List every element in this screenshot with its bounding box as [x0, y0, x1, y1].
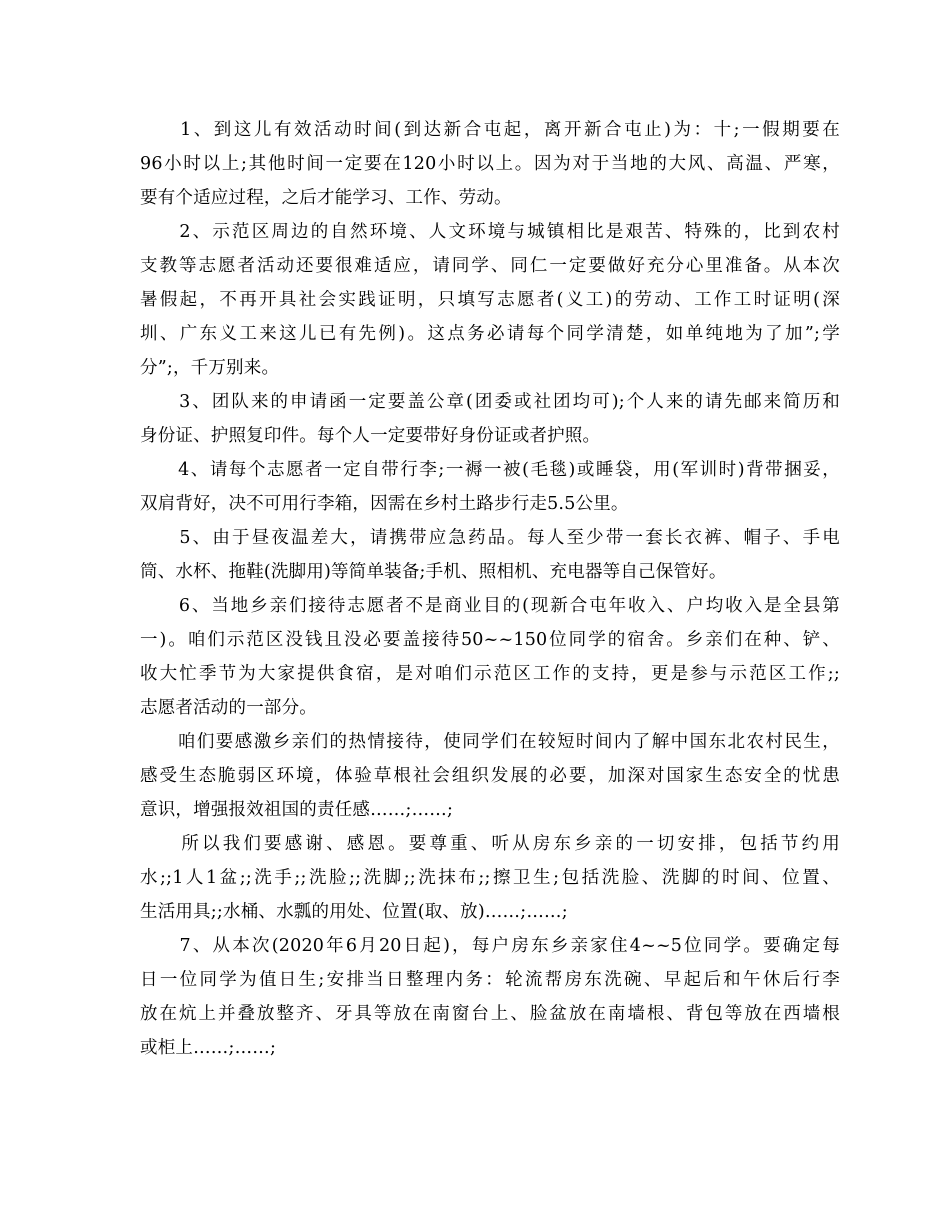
paragraph-thanks-rules	[140, 827, 840, 929]
text-line: 圳、广东义工来这儿已有先例)。这点务必请每个同学清楚，如单纯地为了加”;学	[140, 324, 840, 344]
text-line: 咱们要感激乡亲们的热情接待，使同学们在较短时间内了解中国东北农村民生，	[140, 732, 840, 752]
text-line: 身份证、护照复印件。每个人一定要带好身份证或者护照。	[140, 426, 601, 446]
paragraph-1-activity-time	[140, 113, 840, 215]
text-line: 生活用具;;水桶、水瓢的用处、位置(取、放)……;……;	[140, 902, 568, 922]
text-line: 要有个适应过程，之后才能学习、工作、劳动。	[140, 188, 512, 208]
text-line: 暑假起，不再开具社会实践证明，只填写志愿者(义工)的劳动、工作工时证明(深	[140, 290, 840, 310]
text-line: 96小时以上;其他时间一定要在120小时以上。因为对于当地的大风、高温、严寒，	[140, 154, 840, 174]
paragraph-4-luggage	[140, 453, 840, 521]
text-line: 放在炕上并叠放整齐、牙具等放在南窗台上、脸盆放在南墙根、背包等放在西墙根	[140, 1004, 840, 1024]
text-line: 或柜上……;……;	[140, 1038, 277, 1058]
paragraph-gratitude	[140, 725, 840, 827]
paragraph-6-hosting	[140, 589, 840, 725]
text-line: 筒、水杯、拖鞋(洗脚用)等简单装备;手机、照相机、充电器等自己保管好。	[140, 562, 727, 582]
text-line: 所以我们要感谢、感恩。要尊重、听从房东乡亲的一切安排，包括节约用	[140, 834, 840, 854]
text-line: 2、示范区周边的自然环境、人文环境与城镇相比是艰苦、特殊的，比到农村	[140, 222, 840, 242]
text-line: 分”;，千万别来。	[140, 358, 280, 378]
text-line: 支教等志愿者活动还要很难适应，请同学、同仁一定要做好充分心里准备。从本次	[140, 256, 840, 276]
text-line: 志愿者活动的一部分。	[140, 698, 317, 718]
text-line: 日一位同学为值日生;安排当日整理内务：轮流帮房东洗碗、早起后和午休后行李	[140, 970, 840, 990]
paragraph-5-medicine	[140, 521, 840, 589]
text-line: 收大忙季节为大家提供食宿，是对咱们示范区工作的支持，更是参与示范区工作;;	[140, 664, 840, 684]
text-line: 7、从本次(2020年6月20日起)，每户房东乡亲家住4~~5位同学。要确定每	[140, 936, 840, 956]
text-line: 4、请每个志愿者一定自带行李;一褥一被(毛毯)或睡袋，用(军训时)背带捆妥，	[140, 460, 840, 480]
text-line: 6、当地乡亲们接待志愿者不是商业目的(现新合屯年收入、户均收入是全县第	[140, 596, 840, 616]
text-line: 一)。咱们示范区没钱且没必要盖接待50~~150位同学的宿舍。乡亲们在种、铲、	[140, 630, 840, 650]
text-line: 水;;1人1盆;;洗手;;洗脸;;洗脚;;洗抹布;;擦卫生;包括洗脸、洗脚的时间、位置、	[140, 868, 840, 888]
text-line: 意识，增强报效祖国的责任感……;……;	[140, 800, 454, 820]
text-line: 3、团队来的申请函一定要盖公章(团委或社团均可);个人来的请先邮来简历和	[140, 392, 840, 412]
paragraph-3-application	[140, 385, 840, 453]
text-line: 5、由于昼夜温差大，请携带应急药品。每人至少带一套长衣裤、帽子、手电	[140, 528, 840, 548]
paragraph-2-environment	[140, 215, 840, 385]
text-line: 双肩背好，决不可用行李箱，因需在乡村土路步行走5.5公里。	[140, 494, 629, 514]
text-line: 1、到这儿有效活动时间(到达新合屯起，离开新合屯止)为：十;一假期要在	[140, 120, 840, 140]
text-line: 感受生态脆弱区环境，体验草根社会组织发展的必要，加深对国家生态安全的忧患	[140, 766, 840, 786]
paragraph-7-duty-roster	[140, 929, 840, 1065]
